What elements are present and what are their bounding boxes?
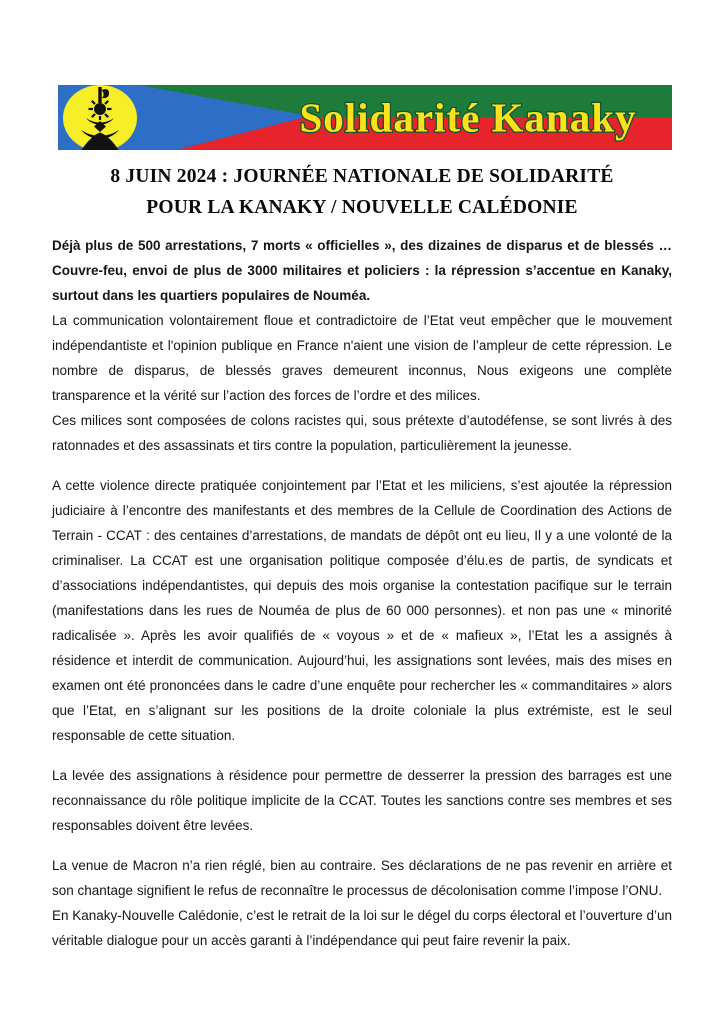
banner-brand-title: Solidarité Kanaky bbox=[299, 94, 637, 141]
document-title-line2: POUR LA KANAKY / NOUVELLE CALÉDONIE bbox=[146, 197, 578, 218]
paragraph: Ces milices sont composées de colons racistes qui, sous prétexte d’autodéfense, se sont livrés à des ratonnades et des assassinats et tirs contre la population, particulièrement la jeunesse. bbox=[52, 413, 672, 453]
document-body bbox=[52, 233, 672, 953]
paragraph: La venue de Macron n’a rien réglé, bien au contraire. Ses déclarations de ne pas revenir en arrière et son chantage signifient le refus de reconnaître le processus de décolonisation comme l’impose l’ONU. bbox=[52, 858, 672, 898]
paragraph: La communication volontairement floue et contradictoire de l’Etat veut empêcher que le mouvement indépendantiste et l'opinion publique en France n'aient une vision de l’ampleur de cette répression. Le nombre de disparus, de blessés graves demeurent inconnus, Nous exigeons une complète transparence et la vérité sur l’action des forces de l’ordre et des milices. bbox=[52, 313, 672, 403]
paragraph: En Kanaky-Nouvelle Calédonie, c’est le retrait de la loi sur le dégel du corps électoral et l’ouverture d’un véritable dialogue pour un accès garanti à l’indépendance qui peut faire revenir la paix. bbox=[52, 908, 672, 948]
kanaky-flag-banner-graphic bbox=[58, 85, 672, 150]
paragraph: A cette violence directe pratiquée conjointement par l’Etat et les miliciens, s’est ajoutée la répression judiciaire à l’encontre des manifestants et des membres de la Cellule de Coordination des Actions de Terrain - CCAT : des centaines d’arrestations, de mandats de dépôt ont eu lieu, Il y a une volonté de la criminaliser. La CCAT est une organisation politique composée d’élu.es de partis, de syndicats et d’associations indépendantistes, qui depuis des mois organise la contestation pacifique sur le terrain (manifestations dans les rues de Nouméa de plus de 60 000 personnes). et non pas une « minorité radicalisée ». Après les avoir qualifiés de « voyous » et de « mafieux », l’Etat les a assignés à résidence et interdit de communication. Aujourd’hui, les assignations sont levées, mais des mises en examen ont été prononcées dans le cadre d’une enquête pour rechercher les « commanditaires » alors que l’Etat, en s’alignant sur les positions de la droite coloniale la plus extrémiste, est le seul responsable de cette situation. bbox=[52, 478, 672, 743]
paragraph: La levée des assignations à résidence pour permettre de desserrer la pression des barrages est une reconnaissance du rôle politique implicite de la CCAT. Toutes les sanctions contre ses membres et ses responsables doivent être levées. bbox=[52, 768, 672, 833]
solidarite-kanaky-banner bbox=[58, 85, 672, 150]
paragraph-lead: Déjà plus de 500 arrestations, 7 morts « officielles », des dizaines de disparus et de blessés … Couvre-feu, envoi de plus de 3000 militaires et policiers : la répression s’accentue en Kanaky, surtout dans les quartiers populaires de Nouméa. bbox=[52, 238, 672, 303]
document-title-line1: 8 JUIN 2024 : JOURNÉE NATIONALE DE SOLIDARITÉ bbox=[110, 166, 614, 187]
document-title bbox=[52, 161, 672, 223]
